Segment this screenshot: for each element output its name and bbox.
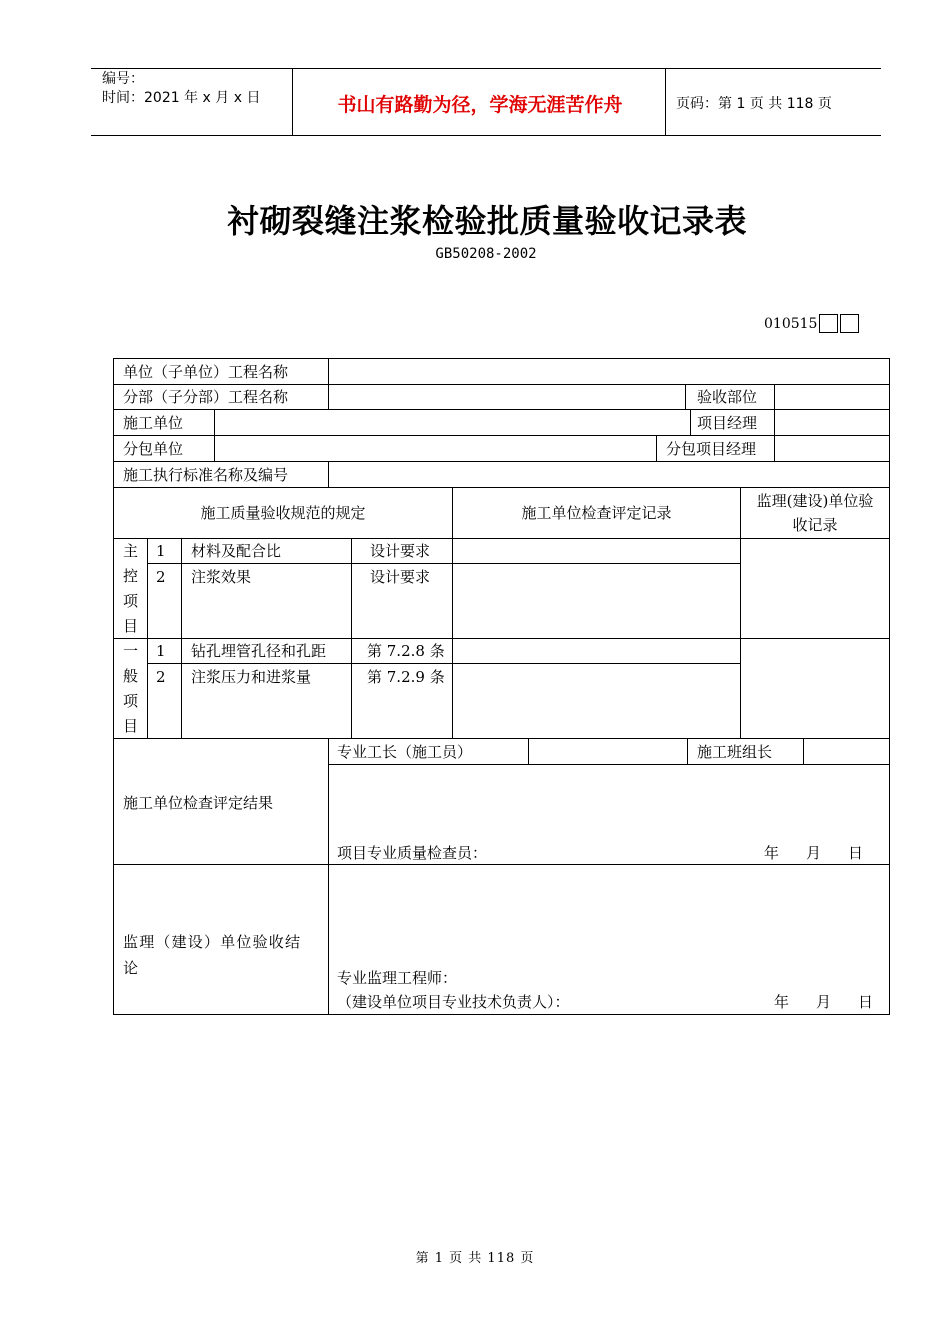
item-requirement: 第 7.2.8 条 — [367, 642, 445, 660]
table-rule — [328, 764, 890, 765]
group-char: 目 — [122, 617, 138, 635]
sub-project-label: 分部（子分部）工程名称 — [123, 388, 289, 406]
col-spec-header: 施工质量验收规范的规定 — [200, 504, 366, 522]
table-rule — [113, 738, 890, 739]
date-year: 年 — [764, 844, 780, 862]
header-top-rule — [91, 68, 881, 69]
standard-label: 施工执行标准名称及编号 — [123, 466, 289, 484]
code-input-box[interactable] — [840, 314, 859, 333]
item-requirement: 设计要求 — [370, 542, 431, 560]
table-rule — [351, 538, 352, 738]
date-day: 日 — [848, 844, 864, 862]
item-name: 材料及配合比 — [191, 542, 282, 560]
table-rule — [690, 409, 691, 435]
header-page-label: 页码：第 1 页 共 118 页 — [676, 96, 832, 112]
general-group-label — [114, 639, 147, 739]
form-code-number: 010515 — [764, 315, 818, 332]
owner-tech-label: （建设单位项目专业技术负责人）： — [337, 993, 570, 1011]
date-month: 月 — [816, 993, 832, 1011]
code-input-box[interactable] — [819, 314, 838, 333]
date-month: 月 — [806, 844, 822, 862]
table-rule — [528, 738, 529, 764]
group-char: 目 — [122, 717, 138, 735]
foreman-label: 专业工长（施工员） — [337, 743, 473, 761]
item-name: 注浆效果 — [191, 568, 252, 586]
table-rule — [181, 538, 182, 738]
table-rule — [328, 358, 329, 410]
subcontractor-label: 分包单位 — [123, 440, 184, 458]
qc-inspector-label: 项目专业质量检查员： — [337, 844, 488, 862]
date-year: 年 — [774, 993, 790, 1011]
contractor-label: 施工单位 — [123, 414, 184, 432]
col-supervisor-line2: 收记录 — [792, 516, 838, 534]
col-supervisor-header — [741, 489, 889, 537]
supervisor-conclusion-line2: 论 — [123, 959, 140, 977]
item-number: 1 — [156, 642, 166, 660]
item-number: 1 — [156, 542, 166, 560]
item-name: 钻孔埋管孔径和孔距 — [191, 642, 327, 660]
table-rule — [113, 358, 890, 359]
table-rule — [147, 538, 148, 738]
col-contractor-record-header: 施工单位检查评定记录 — [521, 504, 672, 522]
document-title: 衬砌裂缝注浆检验批质量验收记录表 — [226, 202, 747, 240]
unit-project-label: 单位（子单位）工程名称 — [123, 363, 289, 381]
item-number: 2 — [156, 568, 166, 586]
item-requirement: 第 7.2.9 条 — [367, 668, 445, 686]
main-control-group-label — [114, 539, 147, 639]
contractor-result-label: 施工单位检查评定结果 — [123, 794, 274, 812]
group-char: 主 — [122, 542, 138, 560]
group-char: 项 — [122, 592, 138, 610]
item-requirement: 设计要求 — [370, 568, 431, 586]
header-bottom-rule — [91, 135, 881, 136]
number-label: 编号： — [102, 71, 144, 87]
header-meta — [102, 70, 260, 108]
page-footer: 第 1 页 共 118 页 — [415, 1251, 535, 1266]
group-char: 一 — [122, 642, 138, 660]
table-rule — [113, 1014, 890, 1015]
sub-project-manager-label: 分包项目经理 — [666, 440, 757, 458]
table-rule — [113, 487, 890, 488]
table-rule — [328, 738, 329, 1015]
item-name: 注浆压力和进浆量 — [191, 668, 312, 686]
table-rule — [803, 738, 804, 764]
group-char: 般 — [122, 667, 138, 685]
item-number: 2 — [156, 668, 166, 686]
col-supervisor-line1: 监理(建设)单位验 — [756, 492, 874, 510]
table-rule — [687, 738, 688, 764]
table-rule — [889, 358, 890, 1015]
table-rule — [774, 384, 775, 462]
header-motto: 书山有路勤为径，学海无涯苦作舟 — [337, 94, 623, 116]
group-char: 控 — [122, 567, 138, 585]
table-rule — [147, 563, 740, 564]
supervisor-conclusion-line1: 监理（建设）单位验收结 — [123, 933, 302, 951]
team-leader-label: 施工班组长 — [697, 743, 773, 761]
header-divider — [292, 69, 293, 136]
table-rule — [656, 435, 657, 462]
table-rule — [214, 409, 215, 462]
supervisor-engineer-label: 专业监理工程师： — [337, 969, 458, 987]
supervisor-conclusion-label — [123, 929, 301, 981]
table-rule — [685, 384, 686, 410]
acceptance-part-label: 验收部位 — [697, 388, 758, 406]
group-char: 项 — [122, 692, 138, 710]
table-rule — [147, 663, 740, 664]
table-rule — [328, 461, 329, 487]
standard-code: GB50208-2002 — [435, 246, 537, 262]
project-manager-label: 项目经理 — [697, 414, 758, 432]
form-code — [764, 314, 859, 333]
date-day: 日 — [858, 993, 874, 1011]
time-label: 时间：2021 年 x 月 x 日 — [102, 90, 261, 106]
